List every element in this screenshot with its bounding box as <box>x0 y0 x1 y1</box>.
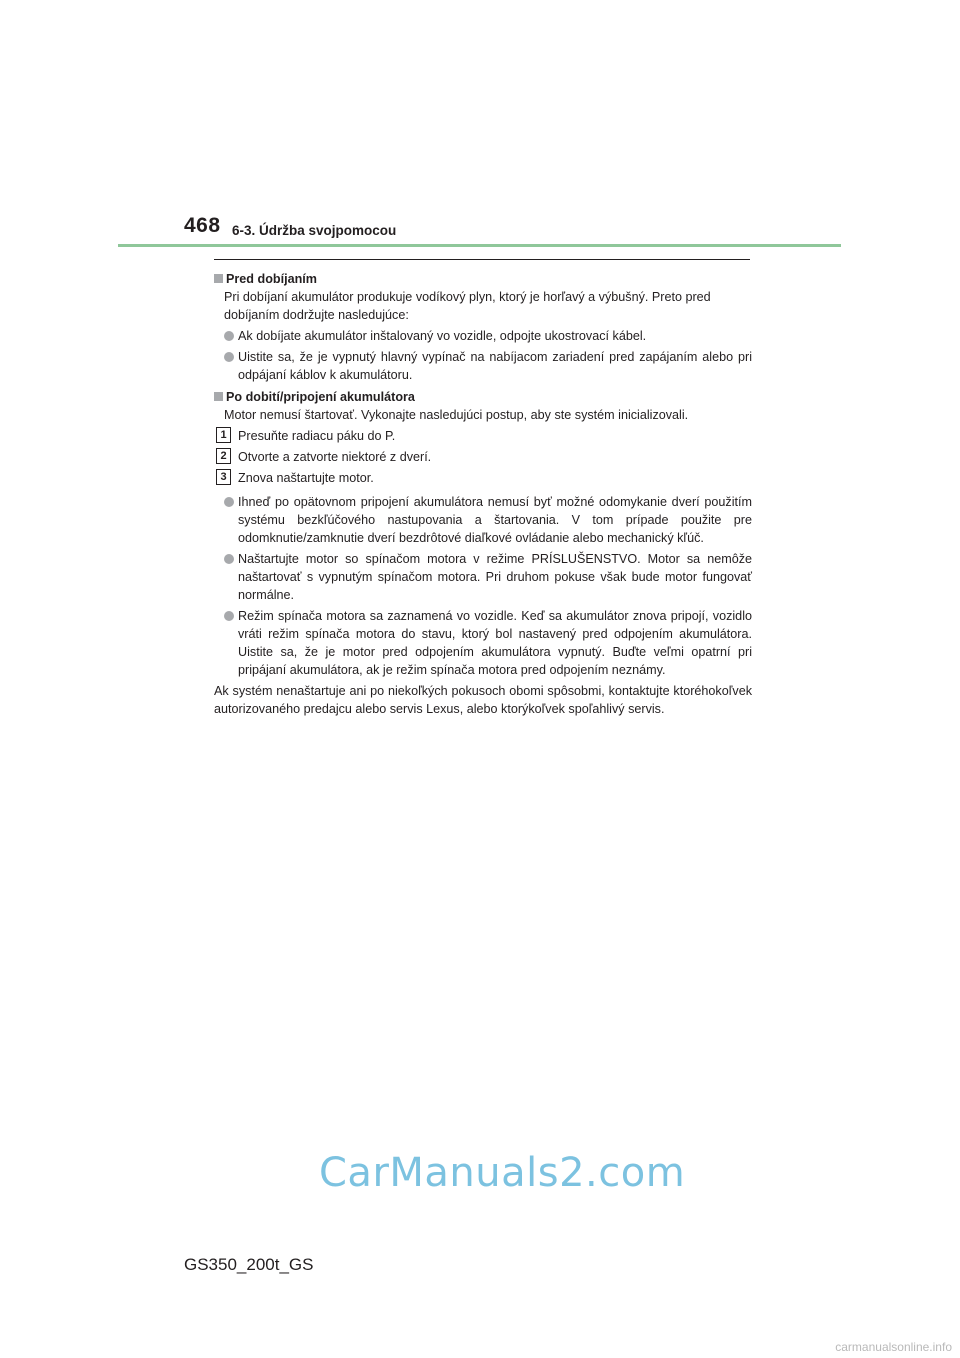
header-rule <box>118 244 841 247</box>
bullet-item: Ihneď po opätovnom pripojení akumulátora nemusí byť možné odomykanie dverí použitím systému bezkľúčového nastupovania a štartovania. V tom prípade použite pre odomknutie/zamknutie dverí bezdrôtové diaľkové ovládanie alebo mechanický kľúč. <box>214 493 752 547</box>
bullet-item: Režim spínača motora sa zaznamená vo vozidle. Keď sa akumulátor znova pripojí, vozidlo vráti režim spínača motora do stavu, ktorý bol nastavený pred odpojením akumulátora. Uistite sa, že je motor pred odpojením akumulátora vypnutý. Buďte veľmi opatrní pri pripájaní akumulátora, ak je režim spínača motora pred odpojením neznámy. <box>214 607 752 679</box>
circle-bullet-icon <box>224 352 234 362</box>
circle-bullet-icon <box>224 331 234 341</box>
section-title: 6-3. Údržba svojpomocou <box>232 223 397 238</box>
paragraph: Motor nemusí štartovať. Vykonajte nasledujúci postup, aby ste systém inicializovali. <box>224 408 689 422</box>
step-number-badge: 2 <box>216 448 231 464</box>
bullet-item: Ak dobíjate akumulátor inštalovaný vo vozidle, odpojte ukostrovací kábel. <box>214 327 752 345</box>
watermark-logo: CarManuals2.com <box>319 1150 686 1196</box>
section-heading: Po dobití/pripojení akumulátora <box>214 388 752 406</box>
circle-bullet-icon <box>224 611 234 621</box>
square-bullet-icon <box>214 274 223 283</box>
step-item: 2 Otvorte a zatvorte niektoré z dverí. <box>214 448 752 469</box>
bullet-item: Naštartujte motor so spínačom motora v režime PRÍSLUŠENSTVO. Motor sa nemôže naštartovať s vypnutým spínačom motora. Pri druhom pokuse však bude motor fungovať normálne. <box>214 550 752 604</box>
circle-bullet-icon <box>224 497 234 507</box>
step-item: 3 Znova naštartujte motor. <box>214 469 752 490</box>
bullet-item: Uistite sa, že je vypnutý hlavný vypínač na nabíjacom zariadení pred zapájaním alebo pri odpájaní káblov k akumulátoru. <box>214 348 752 384</box>
paragraph: Pri dobíjaní akumulátor produkuje vodíkový plyn, ktorý je horľavý a výbušný. Preto pred dobíjaním dodržujte nasledujúce: <box>224 290 711 322</box>
content-rule <box>214 259 750 260</box>
square-bullet-icon <box>214 392 223 401</box>
main-content <box>214 270 752 718</box>
footer-model-code: GS350_200t_GS <box>184 1255 314 1274</box>
page-number: 468 <box>184 214 221 237</box>
step-number-badge: 3 <box>216 469 231 485</box>
circle-bullet-icon <box>224 554 234 564</box>
step-number-badge: 1 <box>216 427 231 443</box>
closing-paragraph: Ak systém nenaštartuje ani po niekoľkých pokusoch obomi spôsobmi, kontaktujte ktoréhokoľvek autorizovaného predajcu alebo servis Lexus, alebo ktorýkoľvek spoľahlivý servis. <box>214 684 752 716</box>
step-item: 1 Presuňte radiacu páku do P. <box>214 427 752 448</box>
footer-site-link[interactable]: carmanualsonline.info <box>835 1340 952 1354</box>
section-heading: Pred dobíjaním <box>214 270 752 288</box>
